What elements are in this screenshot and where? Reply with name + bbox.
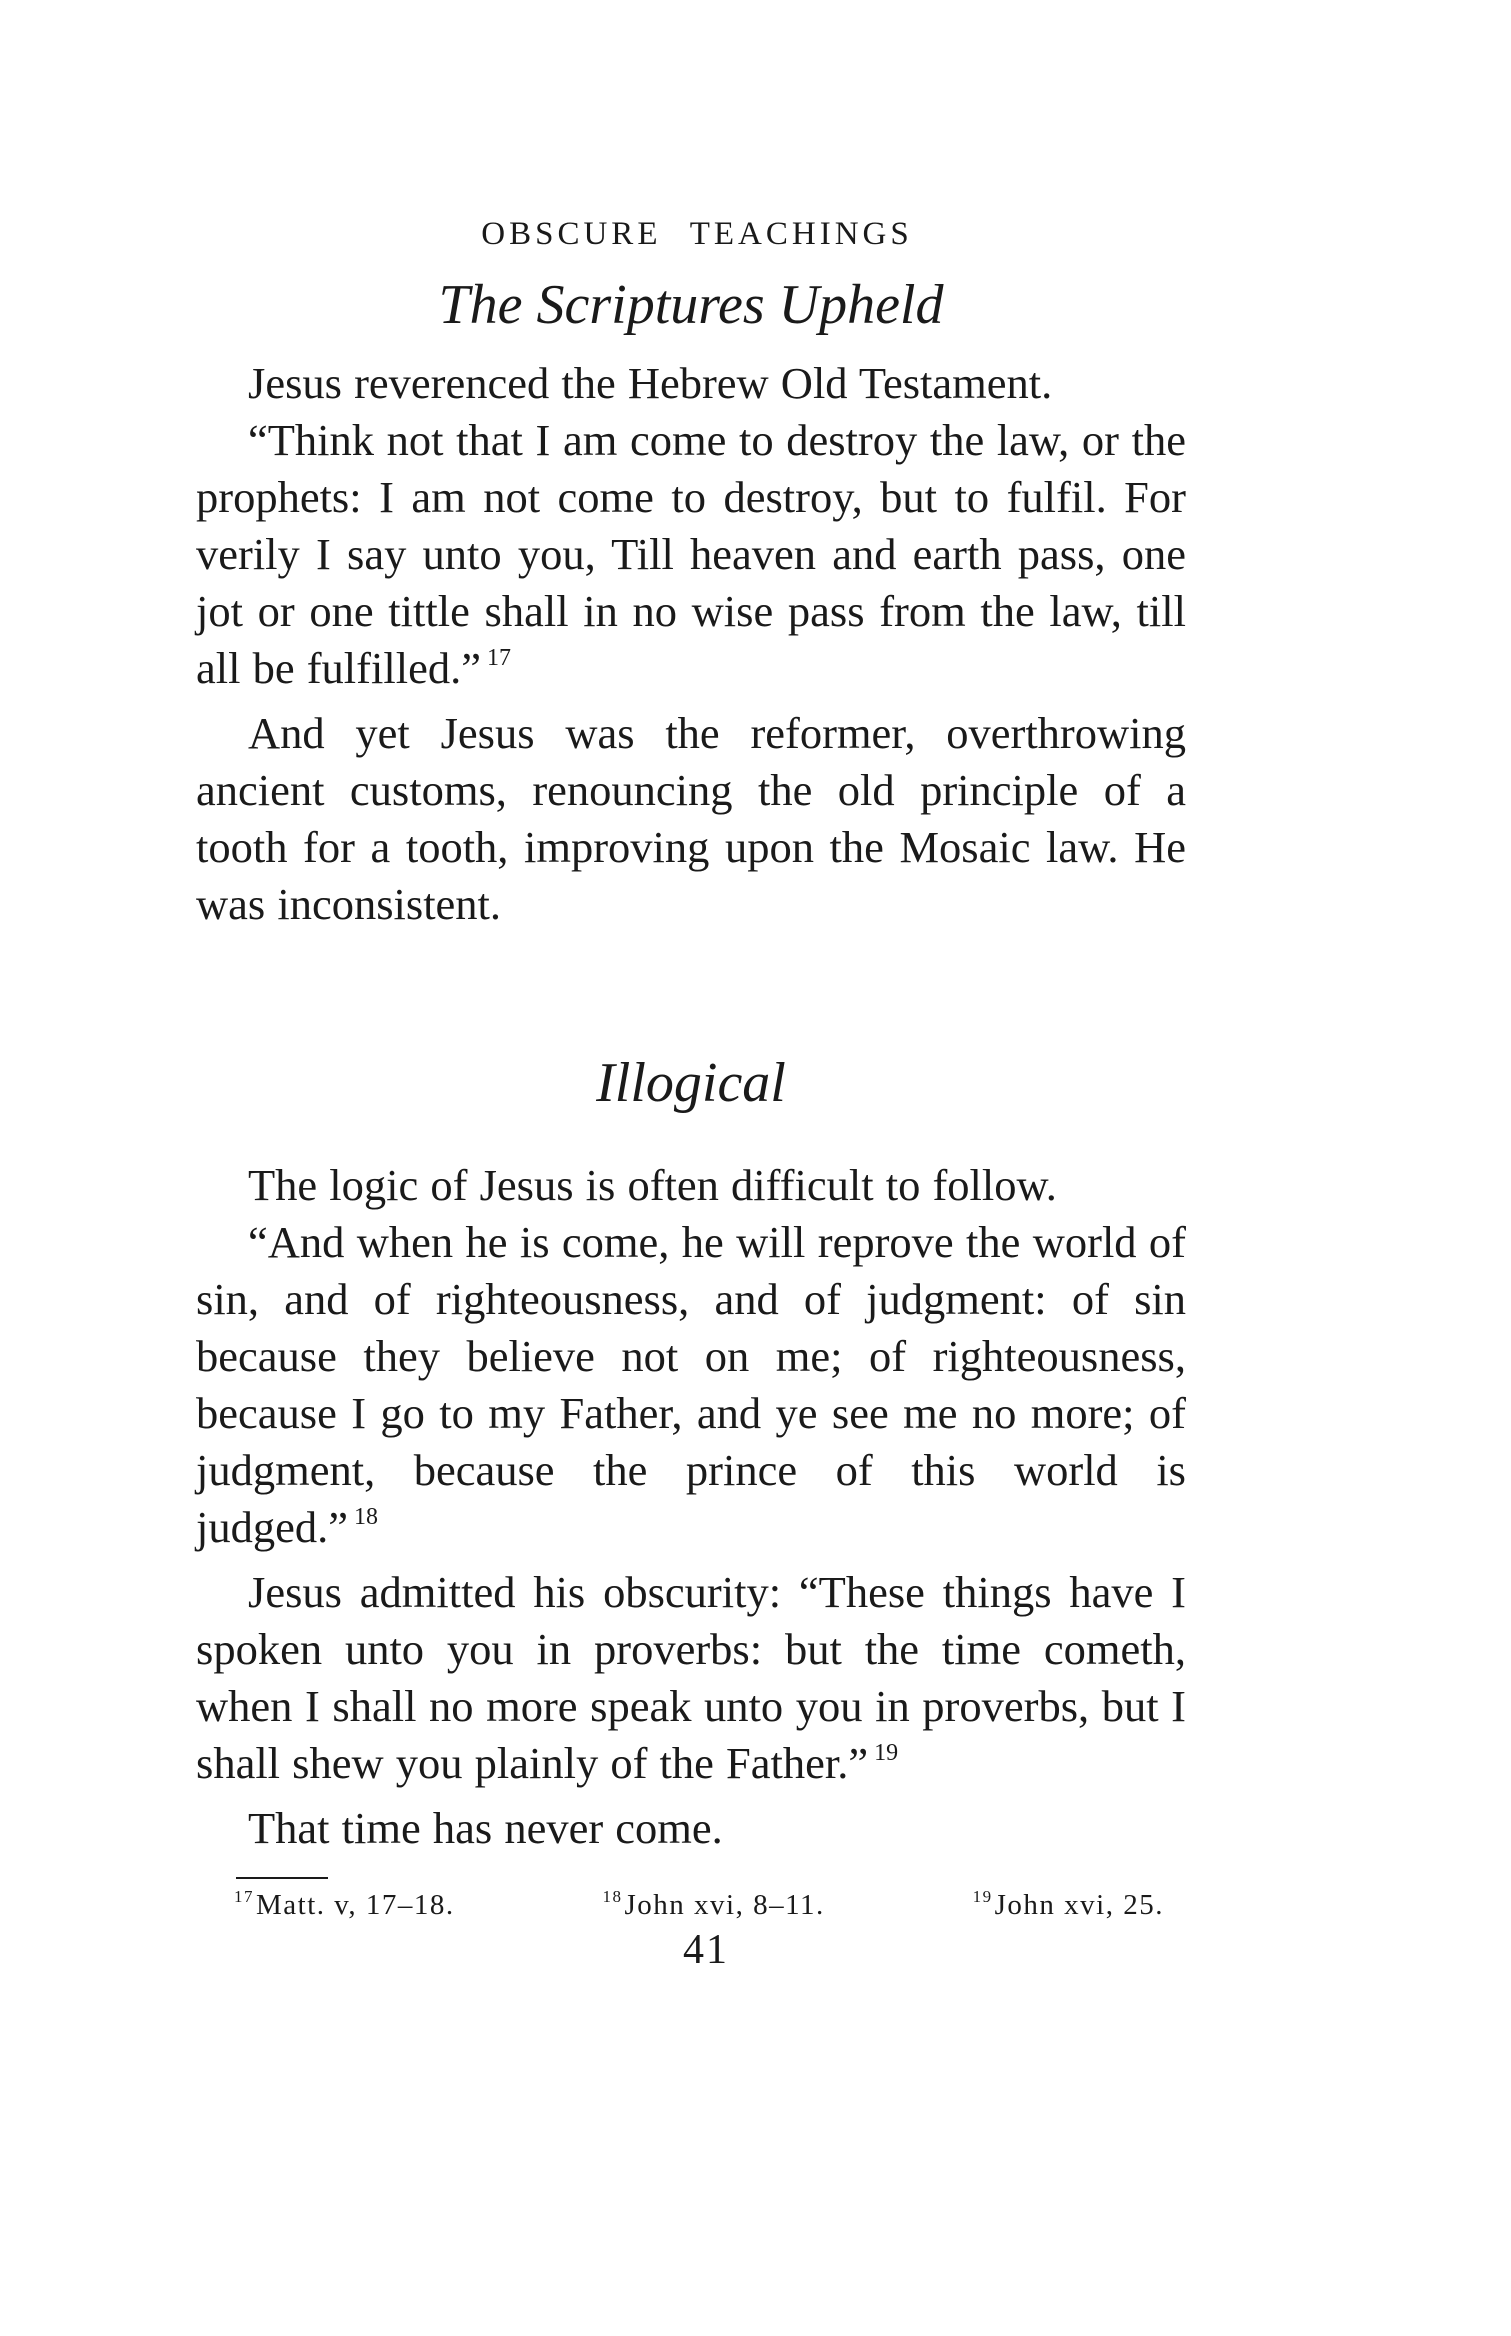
footnote [234, 1889, 455, 1922]
paragraph [196, 412, 1186, 705]
footnotes [234, 1889, 1164, 1922]
footnote-number: 17 [234, 1887, 254, 1907]
section-title: The Scriptures Upheld [438, 273, 944, 336]
paragraph-text: The logic of Jesus is often difficult to follow. [248, 1160, 1057, 1211]
footnote-marker: 17 [486, 644, 511, 671]
footnote [603, 1889, 825, 1922]
paragraph [196, 1564, 1186, 1800]
footnote-reference: John xvi, 25. [994, 1889, 1164, 1922]
footnote [973, 1889, 1164, 1922]
running-head [196, 215, 1186, 255]
paragraph-text: “Think not that I am come to destroy the law, or the prophets: I am not come to destroy, but to fulfil. For verily I say unto you, Till heaven and earth pass, one jot or one tittle shall in no wise pass from the law, till all be fulfilled.” [196, 414, 1186, 693]
footnote-marker: 18 [354, 1504, 378, 1531]
paragraph-text: Jesus admitted his obscurity: “These things have I spoken unto you in proverbs: but the time cometh, when I shall no more speak unto you in proverbs, but I shall shew you plainly of the Father.” [196, 1567, 1186, 1789]
footnote-reference: John xvi, 8–11. [624, 1889, 825, 1922]
paragraph-text: Jesus reverenced the Hebrew Old Testament. [248, 357, 1053, 408]
footnote-number: 18 [602, 1887, 623, 1907]
footnote-number: 19 [972, 1887, 993, 1907]
paragraph-text: That time has never come. [248, 1803, 723, 1854]
paragraph [196, 705, 1186, 933]
paragraph [196, 1157, 1186, 1214]
book-page [196, 215, 1186, 1974]
paragraph-text: “And when he is come, he will reprove the world of sin, and of righteousness, and of judgment: of sin because they believe not on me; of righteousness, because I go to my Father, and ye see me no more; of judgment, because the prince of this world is judged.” [196, 1217, 1186, 1553]
paragraph [196, 1214, 1186, 1564]
footnote-marker: 19 [874, 1740, 899, 1767]
paragraph [196, 1800, 1186, 1857]
running-head-word: TEACHINGS [689, 216, 913, 252]
footnote-rule [236, 1877, 328, 1879]
paragraph [196, 355, 1186, 412]
page-number: 41 [683, 1927, 729, 1974]
footnote-reference: Matt. v, 17–18. [256, 1889, 455, 1922]
running-head-word: OBSCURE [481, 216, 662, 252]
paragraph-text: And yet Jesus was the reformer, overthrowing ancient customs, renouncing the old principle of a tooth for a tooth, improving upon the Mosaic law. He was inconsistent. [196, 707, 1186, 929]
section-title: Illogical [596, 1051, 786, 1114]
